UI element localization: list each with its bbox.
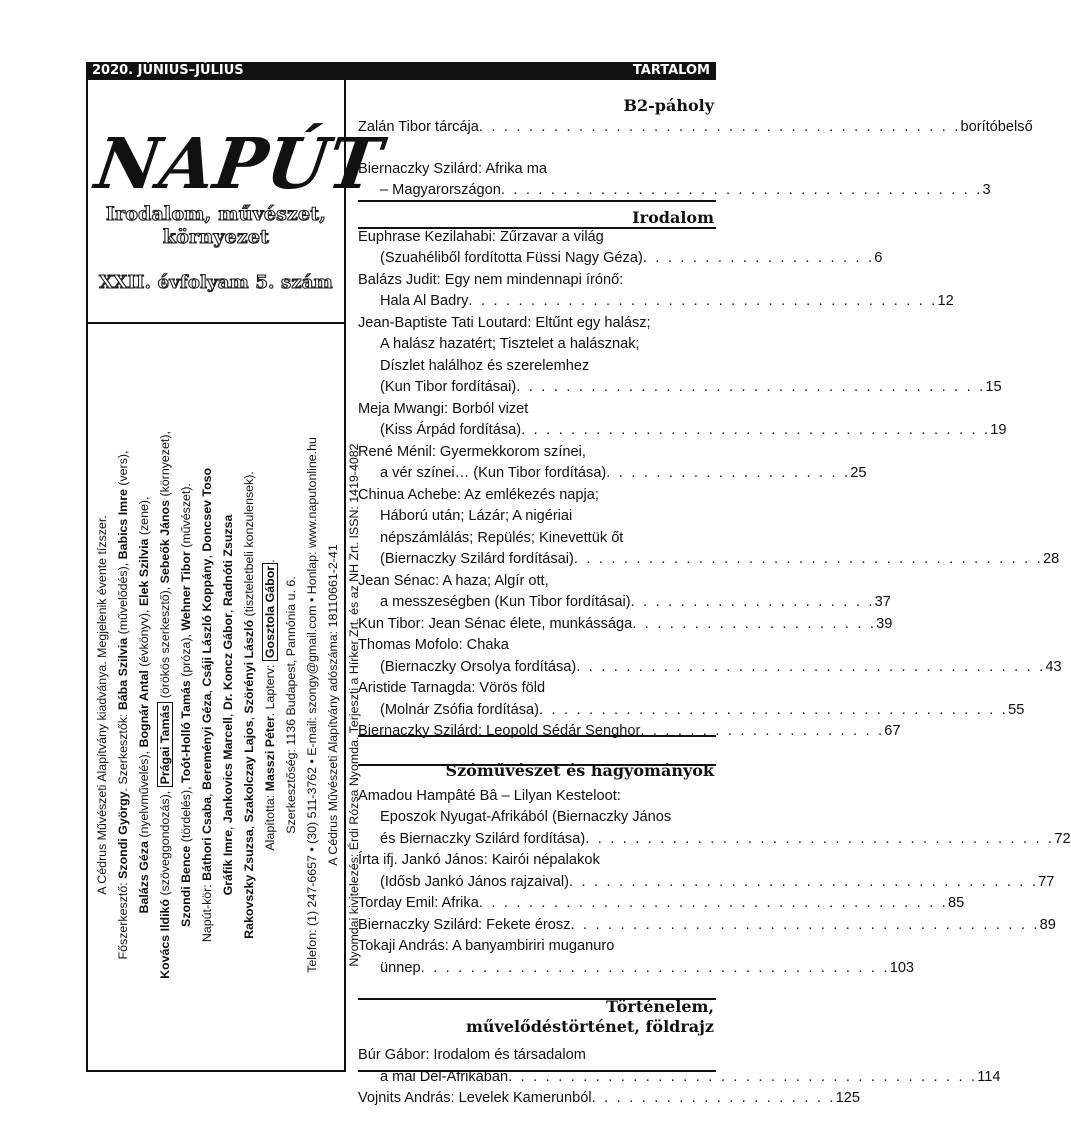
masthead-column — [86, 80, 387, 1072]
toc-entry[interactable]: Euphrase Kezilahabi: Zűrzavar a világ (Szuahéliből fordította Füssi Nagy Géza) . . . . . . . . . . . . . . . . . . . 6 — [358, 228, 883, 266]
colophon-line: Balázs Géza (nyelvművelés), Bognár Antal (évkönyv), Elek Szilvia (zene), — [137, 496, 151, 914]
toc-entry[interactable]: Biernaczky Szilárd: Leopold Sédár Senghor . . . . . . . . . . . . . . . . . . . . 67 — [358, 723, 901, 739]
toc-entry[interactable]: Biernaczky Szilárd: Fekete érosz . . . . . . . . . . . . . . . . . . . . . . . . . . . . . . . . . . . . . . 89 — [358, 916, 1056, 933]
section-rule — [358, 735, 716, 737]
toc-entry[interactable]: Kun Tibor: Jean Sénac élete, munkássága . . . . . . . . . . . . . . . . . . . . 39 — [358, 615, 893, 632]
masthead-divider — [88, 322, 344, 324]
issue-volume: XXII. évfolyam 5. szám — [99, 272, 333, 293]
toc-entry[interactable]: Meja Mwangi: Borból vizet (Kiss Árpád fordítása) . . . . . . . . . . . . . . . . . . . . . . . . . . . . . . . . . . . . . . 19 — [358, 400, 1007, 438]
colophon-line: Telefon: (1) 247-6657 • (30) 511-3762 • E-mail: szongy@gmail.com • Honlap: www.naputonline.hu — [305, 437, 319, 973]
toc-entry[interactable]: Thomas Mofolo: Chaka (Biernaczky Orsolya fordítása) . . . . . . . . . . . . . . . . . . . . . . . . . . . . . . . . . . . . . . 43 — [358, 637, 1062, 675]
colophon-line: Kovács Ildikó (szöveggondozás), Prágai Tamás (örökös szerkesztő), Sebeők János (környezet), — [158, 431, 172, 979]
toc-entry[interactable]: Amadou Hampâté Bâ – Lilyan Kesteloot: Eposzok Nyugat-Afrikából (Biernaczky János és Biernaczky Szilárd fordítása) . . . . . . . . . . . . . . . . . . . . . . . . . . . . . . . . . . . . . . 72 — [358, 787, 1071, 847]
header-bar — [86, 62, 716, 80]
table-of-contents — [358, 92, 1071, 1110]
section-rule — [358, 998, 716, 1000]
section-rule — [358, 764, 716, 766]
issue-date: 2020. JÚNIUS–JÚLIUS — [92, 63, 244, 78]
boxed-name: Gosztola Gábor — [262, 563, 278, 661]
toc-entry[interactable]: Írta ifj. Jankó János: Kairói népalakok (Idősb Jankó János rajzaival) . . . . . . . . . . . . . . . . . . . . . . . . . . . . . . . . . . . . . . 77 — [358, 852, 1055, 890]
section-heading: Irodalom — [632, 207, 714, 227]
toc-entry[interactable]: Balázs Judit: Egy nem mindennapi írónő: Hala Al Badry . . . . . . . . . . . . . . . . . . . . . . . . . . . . . . . . . . . . . . 12 — [358, 271, 954, 309]
toc-entry[interactable]: Jean Sénac: A haza; Algír ott, a messzeségben (Kun Tibor fordításai) . . . . . . . . . . . . . . . . . . . . 37 — [358, 572, 891, 610]
colophon-line: Szondi Bence (tördelés), Toót-Holló Tamás (próza), Wehner Tibor (művészet). — [179, 483, 193, 927]
toc-entry[interactable]: Chinua Achebe: Az emlékezés napja; Háború után; Lázár; A nigériai népszámlálás; Repülés; Kinevettük őt (Biernaczky Szilárd fordításai) . . . . . . . . . . . . . . . . . . . . . . . . . . . . . . . . . . . . . . 28 — [358, 486, 1060, 567]
subtitle-line2: környezet — [162, 226, 270, 248]
toc-entry[interactable]: Búr Gábor: Irodalom és társadalom a mai Dél-Afrikában . . . . . . . . . . . . . . . . . . . . . . . . . . . . . . . . . . . . . . 114 — [358, 1047, 1001, 1085]
colophon-line: A Cédrus Művészeti Alapítvány kiadványa. Megjelenik évente tízszer. — [95, 515, 109, 895]
colophon — [88, 340, 361, 1070]
toc-entry[interactable]: René Ménil: Gyermekkorom színei, a vér színei… (Kun Tibor fordítása) . . . . . . . . . . . . . . . . . . . . 25 — [358, 443, 867, 481]
colophon-line: A Cédrus Művészeti Alapítvány adószáma: 18110661-2-41 — [326, 544, 340, 866]
toc-entry[interactable]: Torday Emil: Afrika . . . . . . . . . . . . . . . . . . . . . . . . . . . . . . . . . . . . . . 85 — [358, 895, 965, 911]
colophon-line: Szerkesztőség: 1136 Budapest, Pannónia u. 6. — [284, 576, 298, 834]
toc-entry[interactable]: Vojnits András: Levelek Kamerunból . . . . . . . . . . . . . . . . . . . . 125 — [358, 1090, 860, 1106]
colophon-line: Nyomdai kivitelezés: Érdi Rózsa Nyomda. Terjeszti a Hírker Zrt. és az NH Zrt. ISSN: 1419-4082 — [347, 443, 361, 967]
toc-entry[interactable]: Jean-Baptiste Tati Loutard: Eltűnt egy halász; A halász hazatért; Tisztelet a halásznak; Díszlet halálhoz és szerelemhez (Kun Tibor fordításai) . . . . . . . . . . . . . . . . . . . . . . . . . . . . . . . . . . . . . . 15 — [358, 314, 1002, 395]
bottom-rule — [358, 1070, 716, 1072]
colophon-line: Rakovszky Zsuzsa, Szakolczay Lajos, Szörényi László (tiszteletbeli konzulensek). — [242, 471, 256, 939]
subtitle-line1: Irodalom, művészet, — [105, 203, 327, 225]
colophon-line: Főszerkesztő: Szondi György. Szerkesztők: Bába Szilvia (művelődés), Babics Imre (vers), — [116, 450, 130, 960]
colophon-line: Gráfik Imre, Jankovics Marcell, Dr. Koncz Gábor, Radnóti Zsuzsa — [221, 514, 235, 896]
section-rule — [358, 227, 716, 229]
section-heading: B2-páholy — [623, 96, 714, 115]
toc-entry[interactable]: Aristide Tarnagda: Vörös föld (Molnár Zsófia fordítása) . . . . . . . . . . . . . . . . . . . . . . . . . . . . . . . . . . . . . . 55 — [358, 680, 1025, 718]
section-rule — [358, 200, 716, 202]
section-label: TARTALOM — [632, 63, 710, 78]
logo-text: NAPÚT — [90, 122, 387, 205]
colophon-line: Alapította: Masszi Péter. Lapterv: Gosztola Gábor. — [263, 559, 277, 851]
section-heading: Szóművészet és hagyományok — [445, 760, 714, 780]
toc-entry[interactable]: Zalán Tibor tárcája . . . . . . . . . . . . . . . . . . . . . . . . . . . . . . . . . . . . . . . borítóbelső — [358, 119, 1033, 135]
section-heading: Történelem, művelődéstörténet, földrajz — [465, 997, 714, 1036]
toc-entry[interactable]: Tokaji András: A banyambiriri muganuro ünnep . . . . . . . . . . . . . . . . . . . . . . . . . . . . . . . . . . . . . . 103 — [358, 938, 915, 976]
toc-entry[interactable]: Biernaczky Szilárd: Afrika ma – Magyarországon . . . . . . . . . . . . . . . . . . . . . . . . . . . . . . . . . . . . . . . 3 — [358, 160, 991, 198]
colophon-line: Napút-kör: Báthori Csaba, Bereményi Géza, Csáji László Koppány, Doncsev Toso — [200, 467, 214, 943]
boxed-name: Prágai Tamás — [157, 702, 173, 788]
